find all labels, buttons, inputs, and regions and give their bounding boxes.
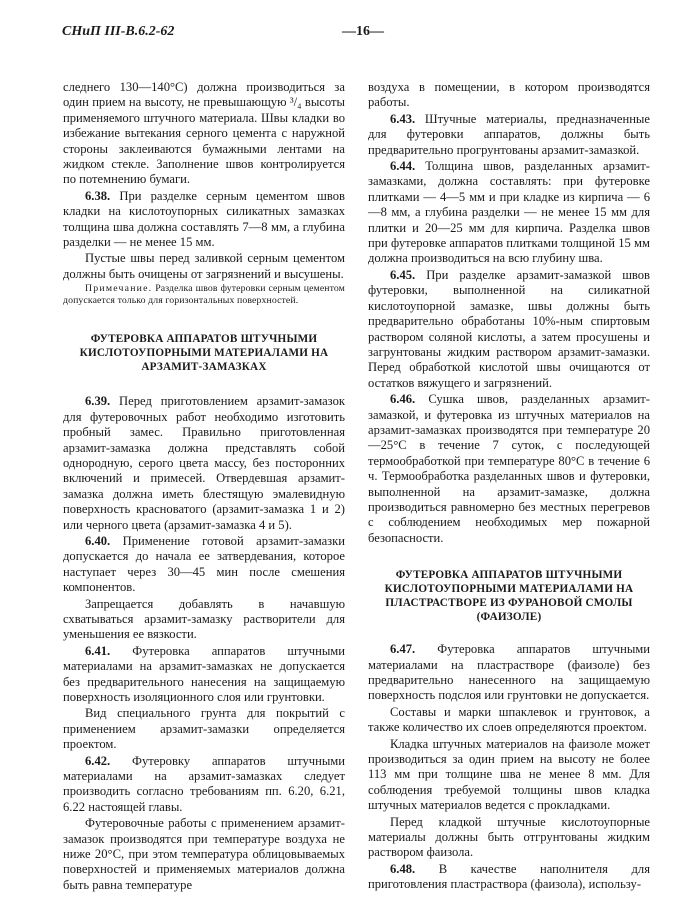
clause-text: Применение готовой арзамит-замазки допускается до начала ее затвердевания, которое наступает через 30—45 мин после смешения компонентов. — [63, 533, 346, 595]
paragraph-6-46 — [368, 392, 650, 546]
clause-number: 6.38. — [85, 188, 111, 203]
clause-text: При разделке арзамит-замазкой швов футеровки, выполненной на силикатной кислотоупорной замазке, швы должны быть предварительно обработаны 10%-ным спиртовым раствором соляной кислоты, а затем просушены и загрунтованы жидким раствором арзамит-замазки. Перед обработкой кислотой швы очищаются от остатков вяжущего и загрязнений. — [368, 267, 650, 390]
clause-text: Сушка швов, разделанных арзамит-замазкой, и футеровка из штучных материалов на арзамит-замазках производятся при температуре 20—25°С в течение 7 суток, с последующей термообработкой при температуре 80°С в течение 6 ч. Термообработка разделанных швов и футеровки, выполненной на арзамит-замазке, должна производиться равномерно без местных перегревов с соблюдением необходимых мер пожарной безопасности. — [368, 392, 650, 545]
paragraph-6-38 — [63, 189, 345, 251]
paragraph-6-48 — [368, 862, 650, 893]
paragraph-6-47 — [368, 642, 650, 704]
left-column — [63, 80, 345, 894]
paragraph-continuation: следнего 130—140°С) должна производиться за один прием на высоту, не превышающую ³/₄ высоты применяемого штучного материала. Швы кладки во избежание вытекания серного цемента с наружной стороны заклеиваются бумажными лентами на жидком стекле. Заполнение швов контролируется по потемнению бумаги. — [63, 80, 345, 187]
clause-number: 6.48. — [390, 861, 416, 876]
paragraph-continuation: воздуха в помещении, в котором производятся работы. — [368, 80, 650, 110]
note — [63, 283, 345, 307]
clause-text: Футеровку аппаратов штучными материалами на арзамит-замазках следует производить согласно требованиям пп. 6.20, 6.21, 6.22 настоящей главы. — [63, 753, 345, 814]
paragraph-6-45 — [368, 268, 650, 391]
paragraph-6-40-b: Запрещается добавлять в начавшую схватываться арзамит-замазку растворители для уменьшения ее вязкости. — [63, 596, 345, 642]
clause-text: Штучные материалы, предназначенные для футеровки аппаратов, должны быть предварительно прогрунтованы арзамит-замазкой. — [368, 111, 650, 157]
paragraph-6-38-b: Пустые швы перед заливкой серным цементом должны быть очищены от загрязнений и высушены. — [63, 251, 345, 281]
clause-text: Толщина швов, разделанных арзамит-замазками, должна составлять: при футеровке плитками — 4—5 мм и при кладке из кирпича — 6—8 мм, а глубина разделки — не менее 15 мм для плитки и 20—25 мм для кирпича. Разделка швов при футеровке аппаратов плитками толщиной 15 мм должна производиться на всю глубину шва. — [368, 159, 650, 266]
paragraph-6-39 — [63, 394, 345, 533]
clause-number: 6.43. — [390, 111, 416, 126]
paragraph-6-43 — [368, 112, 650, 158]
section-heading-arzamit: ФУТЕРОВКА АППАРАТОВ ШТУЧНЫМИ КИСЛОТОУПОРНЫМИ МАТЕРИАЛАМИ НА АРЗАМИТ-ЗАМАЗКАХ — [79, 333, 329, 374]
clause-number: 6.39. — [85, 394, 111, 409]
clause-number: 6.44. — [390, 159, 416, 174]
paragraph-6-42-b: Футеровочные работы с применением арзамит-замазок производятся при температуре воздуха не ниже 20°С, при этом температура облицовываемых поверхностей и применяемых материалов должна быть равна температуре — [63, 816, 345, 892]
clause-number: 6.41. — [85, 643, 111, 658]
paragraph-6-40 — [63, 534, 345, 596]
right-column — [368, 80, 650, 894]
section-heading-faizol: ФУТЕРОВКА АППАРАТОВ ШТУЧНЫМИ КИСЛОТОУПОРНЫМИ МАТЕРИАЛАМИ НА ПЛАСТРАСТВОРЕ ИЗ ФУРАНОВОЙ СМОЛЫ (ФАИЗОЛЕ) — [384, 569, 634, 624]
paragraph-6-47-d: Перед кладкой штучные кислотоупорные материалы должны быть отгрунтованы жидким раствором фаизола. — [368, 814, 650, 860]
note-label: Примечание. — [85, 283, 153, 295]
page-header — [62, 22, 650, 44]
paragraph-6-41-b: Вид специального грунта для покрытий с применением арзамит-замазки определяется проектом. — [63, 706, 345, 752]
clause-text: Перед приготовлением арзамит-замазок для футеровочных работ необходимо изготовить пробный замес. Правильно приготовленная арзамит-замазка должна представлять собой однородную, серого цвета массу, без посторонних включений и примесей. Отвердевшая арзамит-замазка должна иметь блестящую эмалевидную поверхность красноватого (арзамит-замазка 1 и 2) или черного цвета (арзамит-замазка 4 и 5). — [63, 394, 346, 532]
clause-number: 6.46. — [390, 392, 416, 407]
document-code: СНиП III-В.6.2-62 — [62, 24, 175, 39]
clause-number: 6.47. — [390, 642, 416, 657]
page-number: —16— — [342, 24, 384, 39]
note-text: Разделка швов футеровки серным цементом допускается только для горизонтальных поверхностей. — [63, 283, 345, 307]
clause-text: При разделке серным цементом швов кладки на кислотоупорных силикатных замазках толщина шва должна составлять 7—8 мм, а глубина разделки — не менее 15 мм. — [63, 188, 345, 250]
paragraph-6-47-c: Кладка штучных материалов на фаизоле может производиться за один прием на высоту не более 113 мм при толщине шва не менее 8 мм. Для соблюдения требуемой толщины швов кладка штучных материалов ведется с прокладками. — [368, 736, 650, 813]
clause-number: 6.45. — [390, 267, 416, 282]
paragraph-6-47-b: Составы и марки шпаклевок и грунтовок, а также количество их слоев определяются проектом. — [368, 704, 650, 735]
clause-text: В качестве наполнителя для приготовления пластраствора (фаизола), использу- — [368, 861, 650, 892]
paragraph-6-42 — [63, 754, 345, 816]
paragraph-6-44 — [368, 159, 650, 267]
clause-text: Футеровка аппаратов штучными материалами на арзамит-замазках не допускается без предварительного нанесения на защищаемую поверхность изоляционного слоя или грунтовки. — [63, 643, 346, 704]
paragraph-6-41 — [63, 644, 345, 706]
clause-number: 6.40. — [85, 533, 111, 548]
clause-text: Футеровка аппаратов штучными материалами на пластрастворе (фаизоле) без предварительно нанесенного на защищаемую поверхность подслоя или грунтовки не допускается. — [368, 642, 651, 703]
clause-number: 6.42. — [85, 753, 111, 768]
